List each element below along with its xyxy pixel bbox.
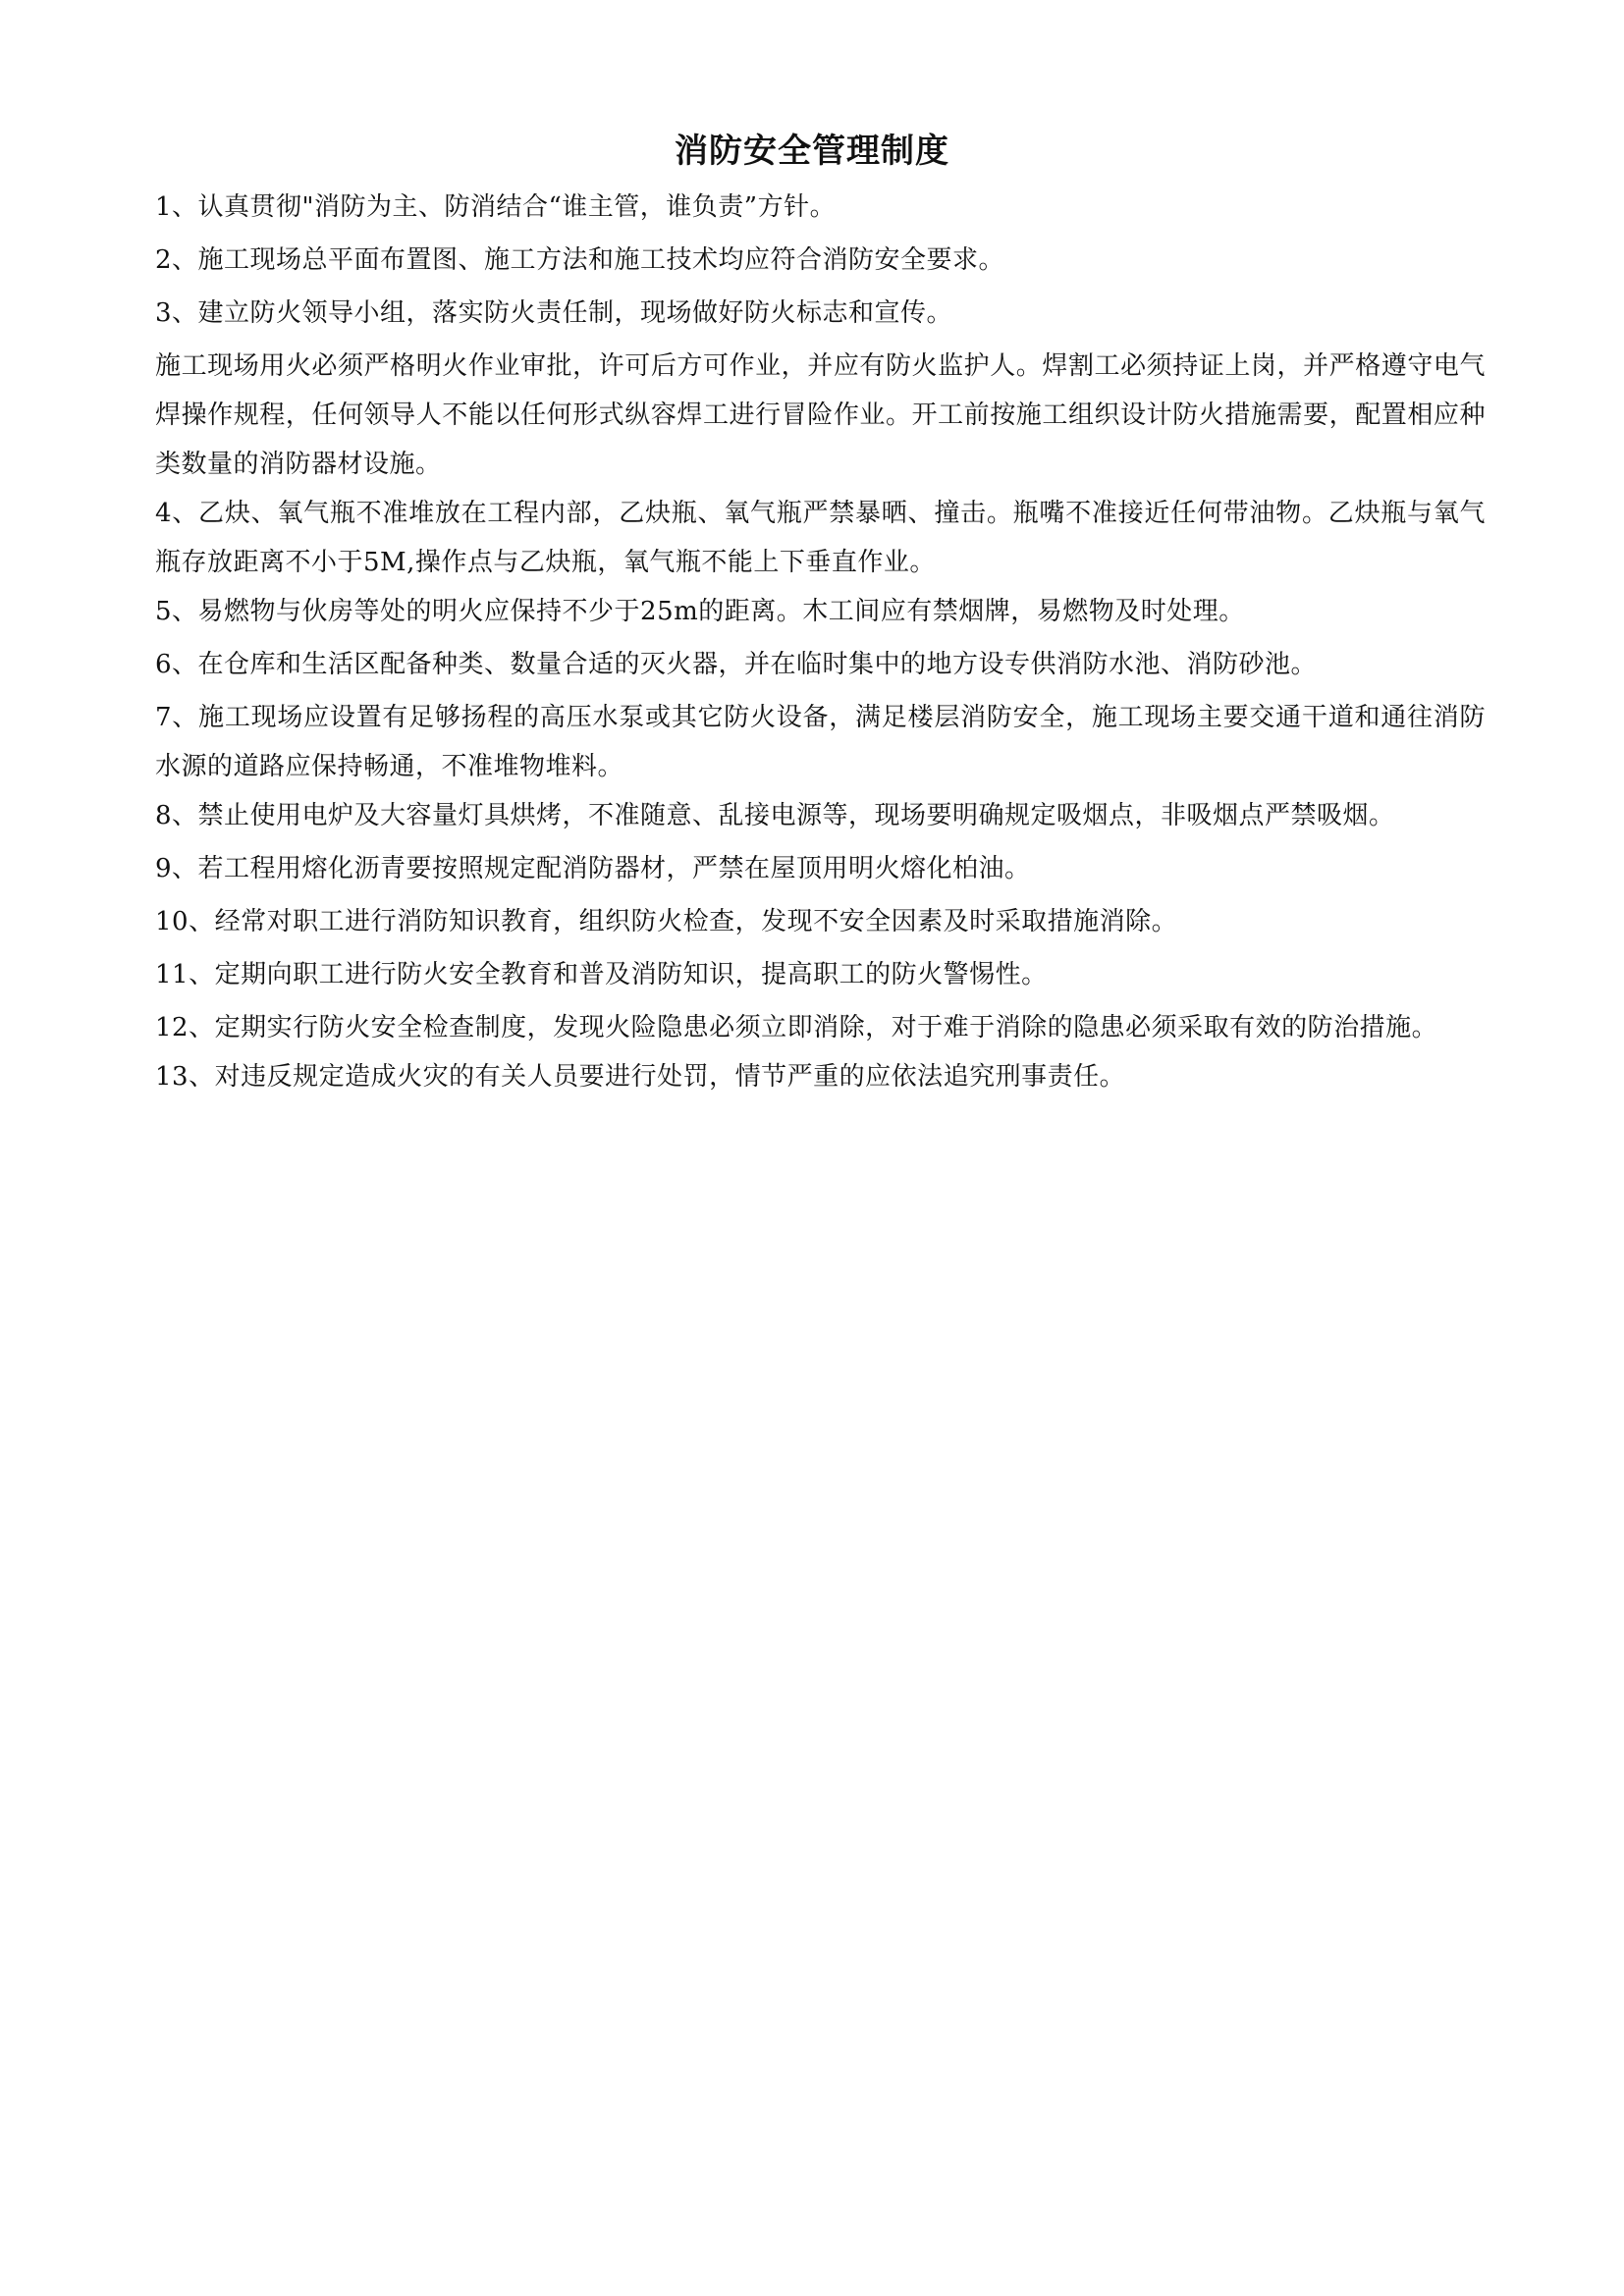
paragraph-5: 5、易燃物与伙房等处的明火应保持不少于25m的距离。木工间应有禁烟牌，易燃物及时处理。 bbox=[155, 597, 1245, 626]
paragraph-4: 4、乙炔、氧气瓶不准堆放在工程内部，乙炔瓶、氧气瓶严禁暴晒、撞击。瓶嘴不准接近任何带油物。乙炔瓶与氧气瓶存放距离不小于5M,操作点与乙炔瓶，氧气瓶不能上下垂直作业。 bbox=[155, 499, 1486, 577]
paragraph-1: 1、认真贯彻"消防为主、防消结合“谁主管，谁负责”方针。 bbox=[155, 192, 837, 222]
paragraph-12: 12、定期实行防火安全检查制度，发现火险隐患必须立即消除，对于难于消除的隐患必须采取有效的防治措施。 bbox=[155, 1013, 1438, 1042]
paragraph-2: 2、施工现场总平面布置图、施工方法和施工技术均应符合消防安全要求。 bbox=[155, 245, 1005, 275]
paragraph-8: 8、禁止使用电炉及大容量灯具烘烤，不准随意、乱接电源等，现场要明确规定吸烟点，非吸烟点严禁吸烟。 bbox=[155, 801, 1395, 830]
paragraph-fire-permit: 施工现场用火必须严格明火作业审批，许可后方可作业，并应有防火监护人。焊割工必须持证上岗，并严格遵守电气焊操作规程，任何领导人不能以任何形式纵容焊工进行冒险作业。开工前按施工组织设计防火措施需要，配置相应种类数量的消防器材设施。 bbox=[155, 351, 1486, 479]
paragraph-3: 3、建立防火领导小组，落实防火责任制，现场做好防火标志和宣传。 bbox=[155, 298, 953, 328]
paragraph-6: 6、在仓库和生活区配备种类、数量合适的灭火器，并在临时集中的地方设专供消防水池、消防砂池。 bbox=[155, 650, 1318, 679]
paragraph-10: 10、经常对职工进行消防知识教育，组织防火检查，发现不安全因素及时采取措施消除。 bbox=[155, 907, 1178, 936]
document-body bbox=[155, 183, 1486, 1105]
paragraph-11: 11、定期向职工进行防火安全教育和普及消防知识，提高职工的防火警惕性。 bbox=[155, 960, 1048, 989]
document-title: 消防安全管理制度 bbox=[675, 132, 949, 171]
paragraph-7: 7、施工现场应设置有足够扬程的高压水泵或其它防火设备，满足楼层消防安全，施工现场主要交通干道和通往消防水源的道路应保持畅通，不准堆物堆料。 bbox=[155, 703, 1486, 781]
paragraph-9: 9、若工程用熔化沥青要按照规定配消防器材，严禁在屋顶用明火熔化柏油。 bbox=[155, 854, 1031, 883]
paragraph-13: 13、对违反规定造成火灾的有关人员要进行处罚，情节严重的应依法追究刑事责任。 bbox=[155, 1062, 1126, 1092]
